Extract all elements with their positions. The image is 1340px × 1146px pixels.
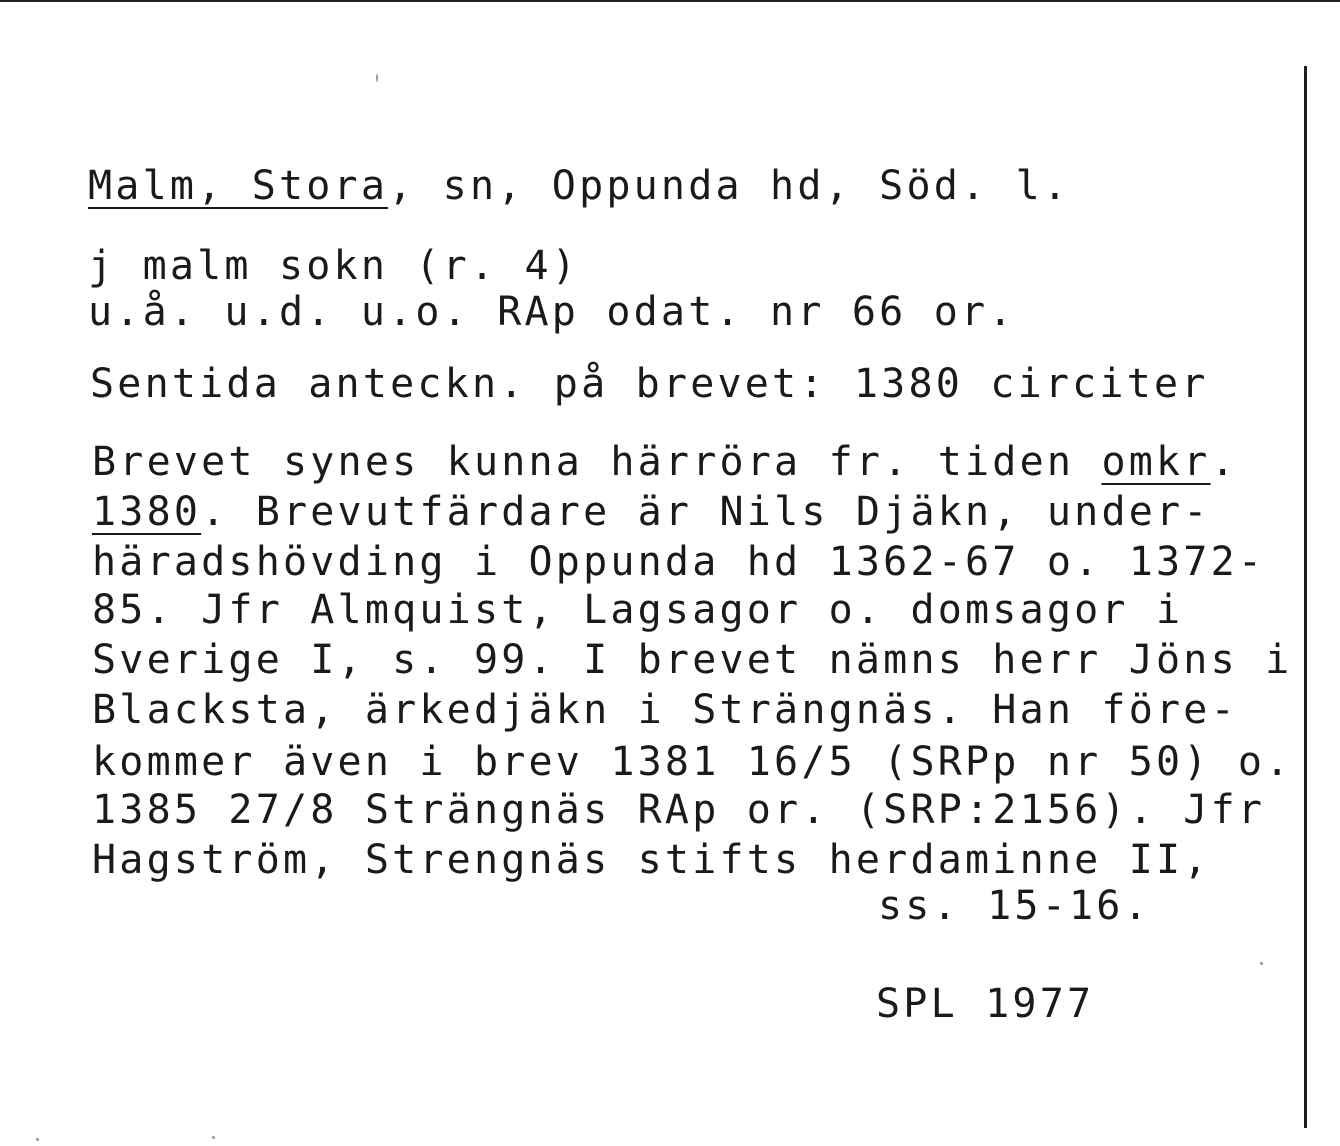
- commentary-line-5: Sverige I, s. 99. I brevet nämns herr Jöns i: [92, 637, 1293, 683]
- commentary-line-1-end: .: [1210, 439, 1238, 485]
- commentary-line-8: 1385 27/8 Strängnäs RAp or. (SRP:2156). Jfr: [92, 787, 1266, 833]
- paper-speck: [212, 1136, 215, 1139]
- paper-speck: [376, 74, 378, 82]
- paper-speck: [36, 1138, 39, 1141]
- card-heading: [88, 163, 1071, 209]
- commentary-line-6: Blacksta, ärkedjäkn i Strängnäs. Han före-: [92, 687, 1238, 733]
- place-name: Malm, Stora: [88, 163, 389, 209]
- commentary-line-1-text: Brevet synes kunna härröra fr. tiden: [92, 439, 1102, 485]
- heading-rest: , sn, Oppunda hd, Söd. l.: [388, 163, 1071, 209]
- signature: SPL 1977: [876, 981, 1095, 1027]
- commentary-line-4: 85. Jfr Almquist, Lagsagor o. domsagor i: [92, 587, 1184, 633]
- commentary-line-2: [92, 489, 1211, 535]
- source-line-1: j malm sokn (r. 4): [88, 243, 580, 289]
- commentary-line-3: häradshövding i Oppunda hd 1362-67 o. 1372-: [92, 539, 1266, 585]
- commentary-line-1: [92, 439, 1238, 485]
- commentary-omkr: omkr: [1101, 439, 1211, 485]
- paper-speck: [1260, 962, 1263, 965]
- commentary-line-9: Hagström, Strengnäs stifts herdaminne II,: [92, 837, 1211, 883]
- commentary-year: 1380: [92, 489, 202, 535]
- commentary-line-2-text: . Brevutfärdare är Nils Djäkn, under-: [201, 489, 1211, 535]
- commentary-pages: ss. 15-16.: [878, 883, 1151, 929]
- later-note: Sentida anteckn. på brevet: 1380 circiter: [90, 361, 1209, 407]
- source-line-2: u.å. u.d. u.o. RAp odat. nr 66 or.: [88, 289, 1016, 335]
- commentary-line-7: kommer även i brev 1381 16/5 (SRPp nr 50) o.: [92, 739, 1293, 785]
